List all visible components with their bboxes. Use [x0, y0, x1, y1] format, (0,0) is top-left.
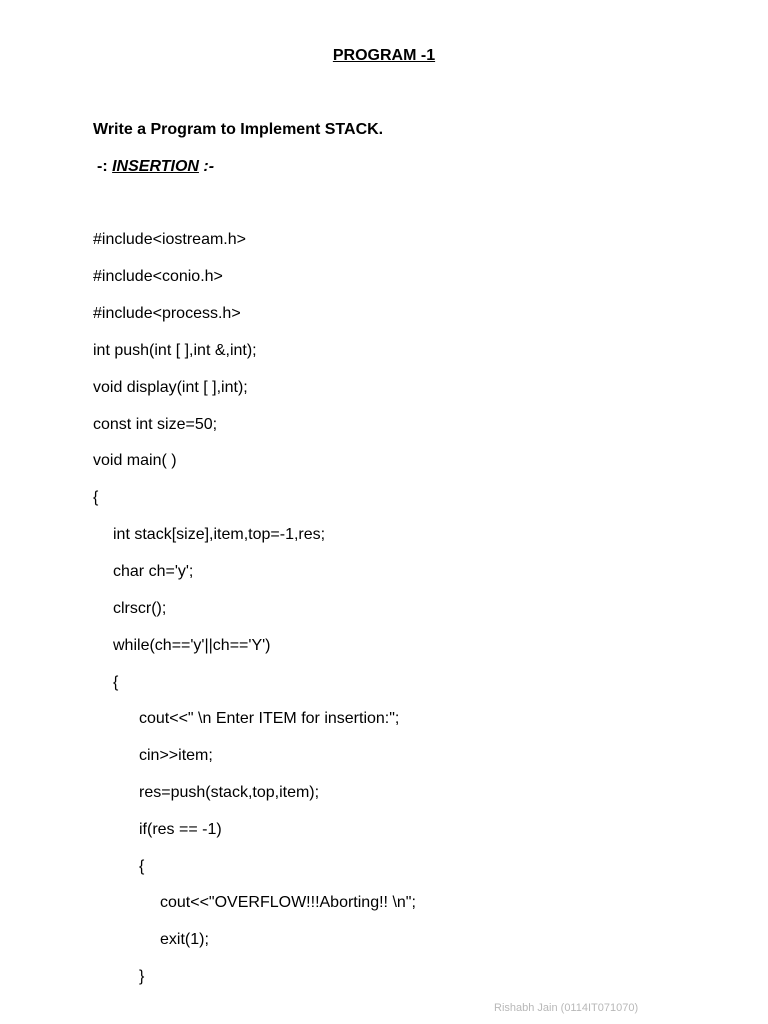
code-line: void main( ) — [93, 452, 177, 469]
section-keyword: INSERTION — [112, 158, 199, 175]
code-line: clrscr(); — [113, 600, 167, 617]
code-line: } — [139, 968, 145, 985]
section-prefix: -: — [97, 158, 113, 175]
page-footer: Rishabh Jain (0114IT071070) — [494, 1002, 639, 1014]
code-line: cout<<" \n Enter ITEM for insertion:"; — [139, 710, 400, 727]
code-line: cin>>item; — [139, 747, 213, 764]
code-line: #include<conio.h> — [93, 268, 223, 285]
code-line: { — [93, 489, 99, 506]
code-line: { — [113, 674, 119, 691]
code-line: char ch='y'; — [113, 563, 194, 580]
section-label — [97, 157, 214, 177]
code-line: #include<process.h> — [93, 305, 241, 322]
code-line: if(res == -1) — [139, 821, 222, 838]
code-line: cout<<"OVERFLOW!!!Aborting!! \n"; — [160, 894, 416, 911]
code-line: void display(int [ ],int); — [93, 379, 248, 396]
code-line: { — [139, 858, 145, 875]
code-line: while(ch=='y'||ch=='Y') — [113, 637, 271, 654]
document-heading: Write a Program to Implement STACK. — [93, 121, 384, 138]
code-line: res=push(stack,top,item); — [139, 784, 320, 801]
code-line: exit(1); — [160, 931, 209, 948]
code-line: int push(int [ ],int &,int); — [93, 342, 257, 359]
code-line: #include<iostream.h> — [93, 231, 246, 248]
program-title: PROGRAM -1 — [332, 47, 436, 64]
code-line: const int size=50; — [93, 416, 218, 433]
code-line: int stack[size],item,top=-1,res; — [113, 526, 326, 543]
section-suffix: :- — [198, 158, 215, 175]
